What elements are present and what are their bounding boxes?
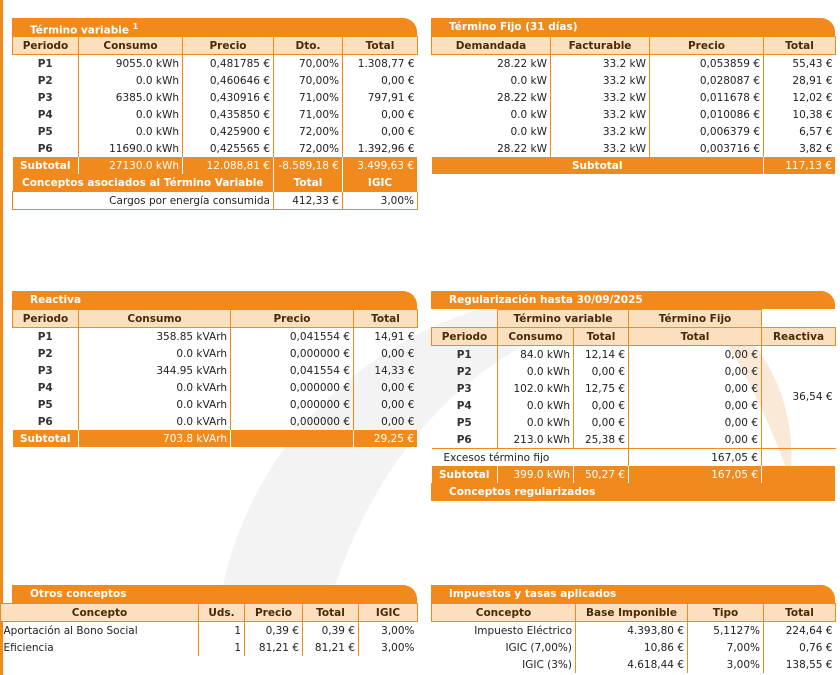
otros-conceptos-table <box>0 603 418 656</box>
col-header: Periodo <box>432 328 498 346</box>
col-header: Total <box>354 310 418 328</box>
cell: 0.0 kVArh <box>79 413 231 430</box>
cell: 28,91 € <box>792 74 833 87</box>
cell: P6 <box>432 431 498 449</box>
cell: 28.22 kW <box>432 55 551 73</box>
table-row <box>13 328 418 346</box>
cell: P6 <box>13 140 79 157</box>
table-header-row <box>432 328 836 346</box>
cell: -8.589,18 € <box>274 157 343 174</box>
cell: 12,75 € <box>574 380 629 397</box>
table-row <box>13 192 418 210</box>
cell: 50,27 € <box>574 466 629 483</box>
cell: 33.2 kW <box>551 140 650 157</box>
cell: 3.499,63 € <box>343 157 418 174</box>
cell: 0.0 kVArh <box>79 345 231 362</box>
col-header: Total <box>303 604 359 622</box>
cell: 0,435850 € <box>183 106 274 123</box>
cell: 1 <box>199 622 245 640</box>
table-row <box>13 89 418 106</box>
cell: 33.2 kW <box>551 55 650 73</box>
cell: 28.22 kW <box>432 89 551 106</box>
cell: 213.0 kWh <box>498 431 574 449</box>
table-row <box>13 106 418 123</box>
col-header: Total <box>764 604 836 622</box>
footnote-marker: 1 <box>132 22 139 31</box>
subtotal-row <box>432 466 836 483</box>
panel-title: Reactiva <box>12 291 417 309</box>
cell: 0.0 kWh <box>498 397 574 414</box>
cell: 14,91 € <box>374 330 415 343</box>
cell: 0,000000 € <box>231 413 354 430</box>
cell: 3,82 € <box>799 142 833 155</box>
col-header: Periodo <box>13 37 79 55</box>
cell: 70,00% <box>274 55 343 73</box>
subtotal-row <box>13 430 418 447</box>
table-row <box>432 656 836 673</box>
cell: 0.0 kVArh <box>79 379 231 396</box>
cell: 358.85 kVArh <box>79 328 231 346</box>
excesos-row <box>432 449 836 467</box>
col-header: Precio <box>183 37 274 55</box>
col-header: Periodo <box>13 310 79 328</box>
table-header-row <box>1 604 418 622</box>
cell: P1 <box>432 346 498 364</box>
conceptos-regularizados-bar: Conceptos regularizados <box>431 483 835 501</box>
subtotal-row <box>432 157 836 174</box>
col-header: Reactiva <box>762 328 836 346</box>
cell: 70,00% <box>274 72 343 89</box>
cell: 117,13 € <box>764 157 836 174</box>
cell: 3,00% <box>688 656 764 673</box>
table-header-row <box>432 604 836 622</box>
cell: 0,00 € <box>629 346 762 364</box>
cell: 0,003716 € <box>650 140 764 157</box>
table-row <box>13 123 418 140</box>
cell: Cargos por energía consumida <box>13 192 274 210</box>
cell: 412,33 € <box>274 192 343 210</box>
cell: 0,00 € <box>381 415 415 428</box>
table-header-row <box>13 37 418 55</box>
cell: 55,43 € <box>792 57 833 70</box>
col-group-header: Término variable <box>498 310 629 328</box>
table-header-row <box>432 37 836 55</box>
cell: 0.0 kWh <box>498 363 574 380</box>
regularizacion-panel <box>431 291 835 501</box>
cell: 0,39 € <box>245 622 303 640</box>
cell: 29,25 € <box>354 430 418 447</box>
table-row <box>432 346 836 364</box>
cell: 10,86 € <box>576 639 688 656</box>
cell: 224,64 € <box>785 624 833 637</box>
cell: 0,00 € <box>724 399 759 412</box>
cell: Eficiencia <box>1 639 199 656</box>
cell: P6 <box>13 413 79 430</box>
cell: 25,38 € <box>574 431 629 449</box>
cell: 4.618,44 € <box>576 656 688 673</box>
cell: 399.0 kWh <box>498 466 574 483</box>
panel-title: Regularización hasta 30/09/2025 <box>431 291 835 309</box>
cell: Aportación al Bono Social <box>1 622 199 640</box>
table-row <box>13 345 418 362</box>
cell: 0,39 € <box>303 622 359 640</box>
cell: 0,481785 € <box>183 55 274 73</box>
col-header: Total <box>764 37 836 55</box>
table-row <box>432 55 836 73</box>
table-row <box>432 140 836 157</box>
col-header: Uds. <box>199 604 245 622</box>
cell: P4 <box>432 397 498 414</box>
cell: 9055.0 kWh <box>79 55 183 73</box>
cell: 0,00 € <box>381 125 415 138</box>
table-row <box>1 639 418 656</box>
cell: 167,05 € <box>629 466 762 483</box>
cell: 3,00% <box>381 641 415 654</box>
cell: P1 <box>13 328 79 346</box>
col-header: Consumo <box>79 37 183 55</box>
termino-fijo-table <box>431 36 836 174</box>
group-header-row <box>432 310 836 328</box>
cell: Impuesto Eléctrico <box>432 622 576 640</box>
cell: Subtotal <box>432 466 498 483</box>
cell: P3 <box>13 89 79 106</box>
cell: 71,00% <box>274 89 343 106</box>
panel-title: Término variable $^1$ <box>12 18 417 36</box>
cell: P3 <box>432 380 498 397</box>
cell: 797,91 € <box>367 91 415 104</box>
otros-conceptos-panel <box>3 585 417 656</box>
cell: 0,00 € <box>574 363 629 380</box>
table-row <box>432 639 836 656</box>
cell: 12,14 € <box>574 346 629 364</box>
table-header-row <box>13 310 418 328</box>
col-group-header: Término Fijo <box>629 310 762 328</box>
cell <box>231 430 354 447</box>
cell: 0,00 € <box>381 398 415 411</box>
cell: IGIC (3%) <box>432 656 576 673</box>
cell: 0,00 € <box>724 433 759 446</box>
empty-cell <box>762 466 836 483</box>
cell: 0,425900 € <box>183 123 274 140</box>
col-header: IGIC <box>359 604 418 622</box>
cell: 0,00 € <box>381 347 415 360</box>
cell: 0.0 kW <box>432 72 551 89</box>
cell: Subtotal <box>432 157 764 174</box>
cell: 0.0 kWh <box>79 106 183 123</box>
col-header: Base Imponible <box>576 604 688 622</box>
empty-cell <box>762 310 836 328</box>
cell: 167,05 € <box>629 449 762 467</box>
cell: 344.95 kVArh <box>79 362 231 379</box>
cell: 81,21 € <box>303 639 359 656</box>
cell: P4 <box>13 106 79 123</box>
cell: 1.392,96 € <box>357 142 415 155</box>
col-header: Total <box>629 328 762 346</box>
reactiva-panel <box>12 291 417 447</box>
cell: Excesos término fijo <box>432 449 629 467</box>
cell: 0,011678 € <box>650 89 764 106</box>
cell: 28.22 kW <box>432 140 551 157</box>
cell: 84.0 kWh <box>498 346 574 364</box>
cell: 14,33 € <box>374 364 415 377</box>
cell: P3 <box>13 362 79 379</box>
cell: P2 <box>13 345 79 362</box>
termino-fijo-panel <box>431 18 835 174</box>
cell: 10,38 € <box>792 108 833 121</box>
table-row <box>432 89 836 106</box>
conceptos-header-row <box>13 174 418 192</box>
col-header: Precio <box>245 604 303 622</box>
table-row <box>432 622 836 640</box>
cell: P5 <box>432 414 498 431</box>
cell: 33.2 kW <box>551 89 650 106</box>
cell: 0,76 € <box>799 641 833 654</box>
col-header: Tipo <box>688 604 764 622</box>
cell: 0,000000 € <box>231 396 354 413</box>
table-row <box>13 140 418 157</box>
termino-variable-panel <box>12 18 417 210</box>
cell: 0,430916 € <box>183 89 274 106</box>
termino-variable-table <box>12 36 418 174</box>
cell: P5 <box>13 396 79 413</box>
reactiva-total-cell: 36,54 € <box>762 346 836 449</box>
cell: 0.0 kWh <box>79 123 183 140</box>
col-header: Total <box>574 328 629 346</box>
impuestos-table <box>431 603 836 673</box>
cell: 0,041554 € <box>231 362 354 379</box>
cell: P5 <box>13 123 79 140</box>
cell: 72,00% <box>274 140 343 157</box>
col-header: Facturable <box>551 37 650 55</box>
cell: Subtotal <box>13 157 79 174</box>
cell: 6385.0 kWh <box>79 89 183 106</box>
cell: 0,00 € <box>381 74 415 87</box>
cell: 72,00% <box>274 123 343 140</box>
table-row <box>13 72 418 89</box>
subtotal-row <box>13 157 418 174</box>
cell: 6,57 € <box>799 125 833 138</box>
cell: 0.0 kW <box>432 123 551 140</box>
cell: Total <box>274 174 343 192</box>
cell: P2 <box>13 72 79 89</box>
cell: P1 <box>13 55 79 73</box>
cell: 0,00 € <box>574 414 629 431</box>
cell: 27130.0 kWh <box>79 157 183 174</box>
cell: 703.8 kVArh <box>79 430 231 447</box>
cell: 4.393,80 € <box>576 622 688 640</box>
cell: 0,000000 € <box>231 345 354 362</box>
cell: 12.088,81 € <box>183 157 274 174</box>
table-row <box>13 379 418 396</box>
cell: 0,425565 € <box>183 140 274 157</box>
cell: 0,00 € <box>724 416 759 429</box>
table-row <box>13 413 418 430</box>
cell: 33.2 kW <box>551 123 650 140</box>
col-header: Total <box>343 37 418 55</box>
cell: 5,1127% <box>688 622 764 640</box>
panel-title: Impuestos y tasas aplicados <box>431 585 835 603</box>
cell: 0,028087 € <box>650 72 764 89</box>
cell: 0.0 kWh <box>79 72 183 89</box>
col-header: Dto. <box>274 37 343 55</box>
cell: 33.2 kW <box>551 72 650 89</box>
col-header: Demandada <box>432 37 551 55</box>
cell: 138,55 € <box>785 658 833 671</box>
reactiva-table <box>12 309 418 447</box>
empty-cell <box>432 310 498 328</box>
regularizacion-table <box>431 309 836 483</box>
cell: 0,000000 € <box>231 379 354 396</box>
cell: 1 <box>199 639 245 656</box>
cell: 12,02 € <box>792 91 833 104</box>
cell: P2 <box>432 363 498 380</box>
cell: 3,00% <box>343 192 418 210</box>
col-header: Precio <box>650 37 764 55</box>
cell: 81,21 € <box>245 639 303 656</box>
cell: 11690.0 kWh <box>79 140 183 157</box>
col-header: Concepto <box>1 604 199 622</box>
table-row <box>432 106 836 123</box>
cell: 7,00% <box>688 639 764 656</box>
panel-title: Otros conceptos <box>12 585 417 603</box>
cell: 0,010086 € <box>650 106 764 123</box>
cell: 0,00 € <box>574 397 629 414</box>
cell: 0,00 € <box>381 108 415 121</box>
cell: 0.0 kW <box>432 106 551 123</box>
cell: 102.0 kWh <box>498 380 574 397</box>
cell: Conceptos asociados al Término Variable <box>13 174 274 192</box>
cell: 0.0 kWh <box>498 414 574 431</box>
left-accent-bar <box>0 0 3 675</box>
impuestos-panel <box>431 585 835 673</box>
col-header: Concepto <box>432 604 576 622</box>
table-row <box>13 55 418 73</box>
cell: Subtotal <box>13 430 79 447</box>
cell: P4 <box>13 379 79 396</box>
empty-cell <box>762 449 836 467</box>
cell: 0,006379 € <box>650 123 764 140</box>
cell: 33.2 kW <box>551 106 650 123</box>
cell: 0,053859 € <box>650 55 764 73</box>
cell: IGIC <box>343 174 418 192</box>
cell: 3,00% <box>381 624 415 637</box>
table-row <box>13 362 418 379</box>
cell: 0,00 € <box>724 365 759 378</box>
cell: 0,460646 € <box>183 72 274 89</box>
cell: 0,00 € <box>381 381 415 394</box>
col-header: Consumo <box>498 328 574 346</box>
cell: IGIC (7,00%) <box>432 639 576 656</box>
col-header: Precio <box>231 310 354 328</box>
conceptos-variable-table <box>12 174 418 210</box>
table-row <box>1 622 418 640</box>
cell: 1.308,77 € <box>357 57 415 70</box>
cell: 0,041554 € <box>231 328 354 346</box>
cell: 71,00% <box>274 106 343 123</box>
table-row <box>432 72 836 89</box>
cell: 0.0 kVArh <box>79 396 231 413</box>
panel-title: Término Fijo (31 días) <box>431 18 835 36</box>
col-header: Consumo <box>79 310 231 328</box>
table-row <box>13 396 418 413</box>
cell: 0,00 € <box>724 382 759 395</box>
table-row <box>432 123 836 140</box>
